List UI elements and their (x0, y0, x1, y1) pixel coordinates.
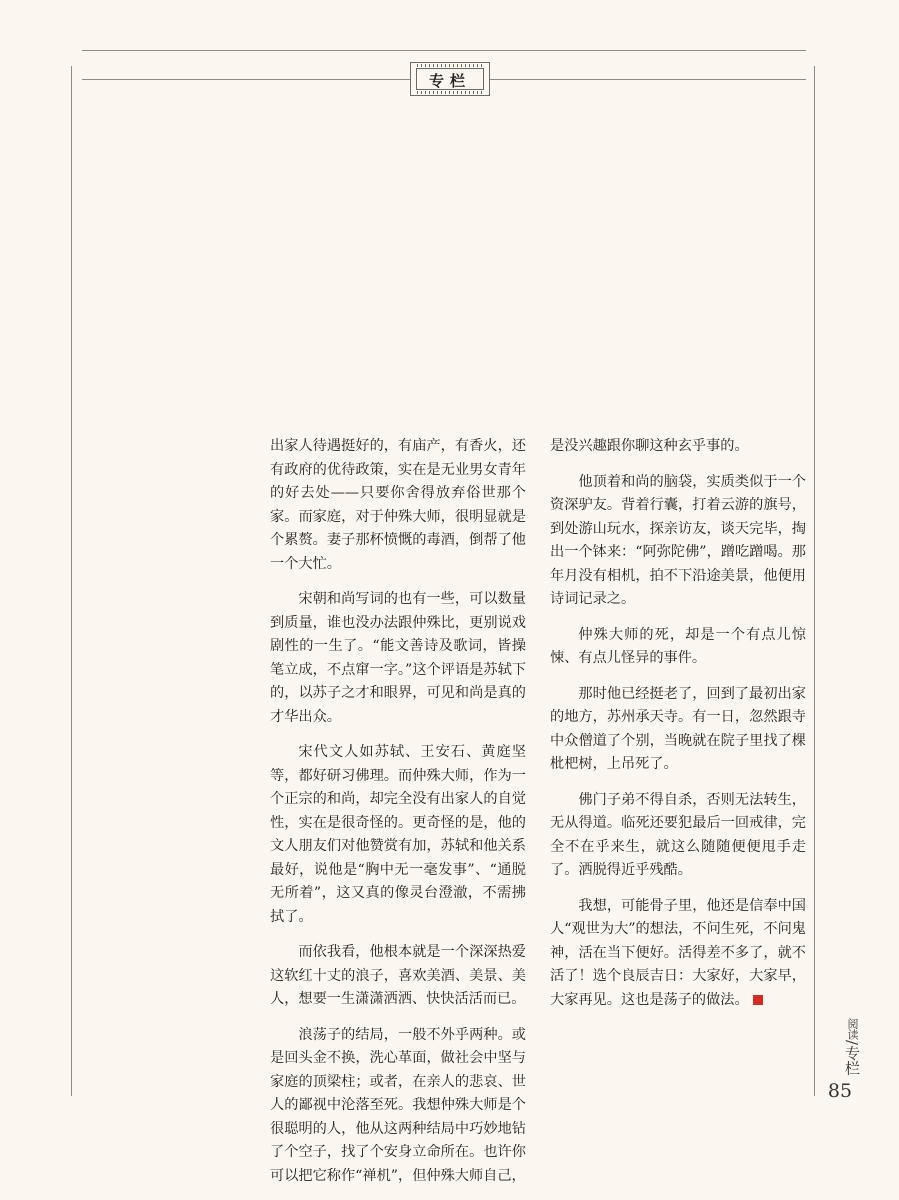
paragraph: 浪荡子的结局，一般不外乎两种。或是回头金不换，洗心革面，做社会中坚与家庭的顶梁柱；或者，在亲人的悲哀、世人的鄙视中沦落至死。我想仲殊大师是个很聪明的人，他从这两种结局中巧妙地钻了个空子，找了个安身立命所在。也许你可以把它称作“禅机”，但仲殊大师自己， (270, 1026, 526, 1184)
magazine-name: 阅读 (846, 1018, 859, 1040)
article-column-right (550, 435, 806, 1024)
section-footer-label (842, 1018, 863, 1075)
final-paragraph (550, 895, 806, 1013)
paragraph: 佛门子弟不得自杀，否则无法转生，无从得道。临死还要犯最后一回戒律，完全不在乎来生，就这么随随便便甩手走了。洒脱得近乎残酷。 (550, 791, 806, 878)
paragraph: 那时他已经挺老了，回到了最初出家的地方，苏州承天寺。有一日，忽然跟寺中众僧道了个别，当晚就在院子里找了棵枇杷树，上吊死了。 (550, 685, 806, 772)
header-ornament-bottom (417, 91, 483, 94)
paragraph: 宋朝和尚写词的也有一些，可以数量到质量，谁也没办法跟仲殊比，更别说戏剧性的一生了。“能文善诗及歌词，皆操笔立成，不点窜一字。”这个评语是苏轼下的，以苏子之才和眼界，可见和尚是真的才华出众。 (270, 591, 526, 725)
header-rule-left (82, 79, 410, 80)
paragraph: 而依我看，他根本就是一个深深热爱这软红十丈的浪子，喜欢美酒、美景、美人，想要一生潇潇洒洒、快快活活而已。 (270, 944, 526, 1007)
paragraph: 他顶着和尚的脑袋，实质类似于一个资深驴友。背着行囊，打着云游的旗号，到处游山玩水，探亲访友，谈天完毕，掏出一个钵来：“阿弥陀佛”，蹭吃蹭喝。那年月没有相机，拍不下沿途美景，他便用诗词记录之。 (550, 473, 806, 607)
paragraph: 出家人待遇挺好的，有庙产，有香火，还有政府的优待政策，实在是无业男女青年的好去处——只要你舍得放弃俗世那个家。而家庭，对于仲殊大师，很明显就是个累赘。妻子那杯愤慨的毒酒，倒帮了他一个大忙。 (270, 438, 526, 572)
right-border-line (814, 66, 815, 1096)
end-of-article-mark (753, 995, 763, 1005)
page-number: 85 (827, 1080, 853, 1102)
footer-separator: / (843, 1040, 861, 1046)
final-paragraph-text: 我想，可能骨子里，他还是信奉中国人“观世为大”的想法，不问生死，不问鬼神，活在当下便好。活得差不多了，就不活了！选个良辰吉日：大家好，大家早，大家再见。这也是荡子的做法。 (550, 897, 806, 1008)
header-ornament-top (417, 64, 483, 67)
paragraph: 宋代文人如苏轼、王安石、黄庭坚等，都好研习佛理。而仲殊大师，作为一个正宗的和尚，却完全没有出家人的自觉性，实在是很奇怪的。更奇怪的是，他的文人朋友们对他赞赏有加，苏轼和他关系最好，说他是“胸中无一毫发事”、“通脱无所着”，这又真的像灵台澄澈，不需拂拭了。 (270, 744, 526, 925)
left-border-line (71, 66, 72, 1096)
footer-section-name: 专栏 (843, 1045, 861, 1076)
section-header (410, 62, 490, 96)
top-rule (82, 50, 806, 51)
article-column-left (270, 435, 526, 1200)
paragraph: 仲殊大师的死，却是一个有点儿惊悚、有点儿怪异的事件。 (550, 626, 806, 666)
header-rule-right (490, 79, 806, 80)
paragraph: 是没兴趣跟你聊这种玄乎事的。 (550, 438, 749, 454)
section-title: 专栏 (428, 72, 471, 90)
